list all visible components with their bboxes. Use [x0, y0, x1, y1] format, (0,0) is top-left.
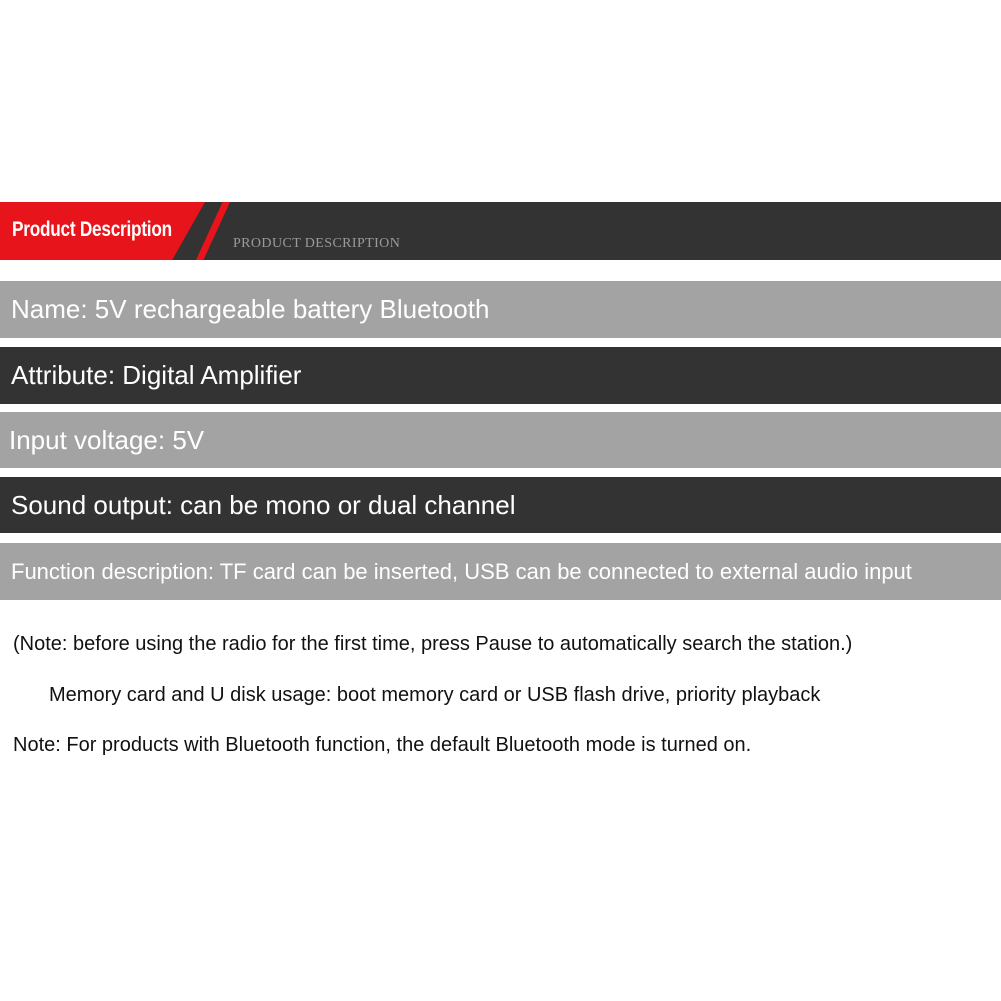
spec-function-row [0, 543, 1001, 600]
spec-function-text: Function description: TF card can be inserted, USB can be connected to external audio input [11, 558, 912, 584]
note-memory-card: Memory card and U disk usage: boot memory card or USB flash drive, priority playback [49, 684, 821, 706]
header-subtitle: PRODUCT DESCRIPTION [233, 236, 401, 251]
spec-sound-output-row [0, 477, 1001, 533]
section-header [0, 202, 1001, 260]
spec-input-voltage-row [0, 412, 1001, 468]
header-title: Product Description [12, 218, 172, 241]
spec-sound-output-text: Sound output: can be mono or dual channel [11, 489, 516, 520]
header-red-slash [196, 202, 230, 260]
spec-name-text: Name: 5V rechargeable battery Bluetooth [11, 294, 490, 324]
spec-attribute-row [0, 347, 1001, 404]
note-radio: (Note: before using the radio for the first time, press Pause to automatically search the station.) [13, 633, 853, 655]
spec-input-voltage-text: Input voltage: 5V [9, 424, 205, 455]
note-bluetooth: Note: For products with Bluetooth function, the default Bluetooth mode is turned on. [13, 734, 752, 756]
spec-name-row [0, 281, 1001, 338]
spec-attribute-text: Attribute: Digital Amplifier [11, 360, 302, 390]
